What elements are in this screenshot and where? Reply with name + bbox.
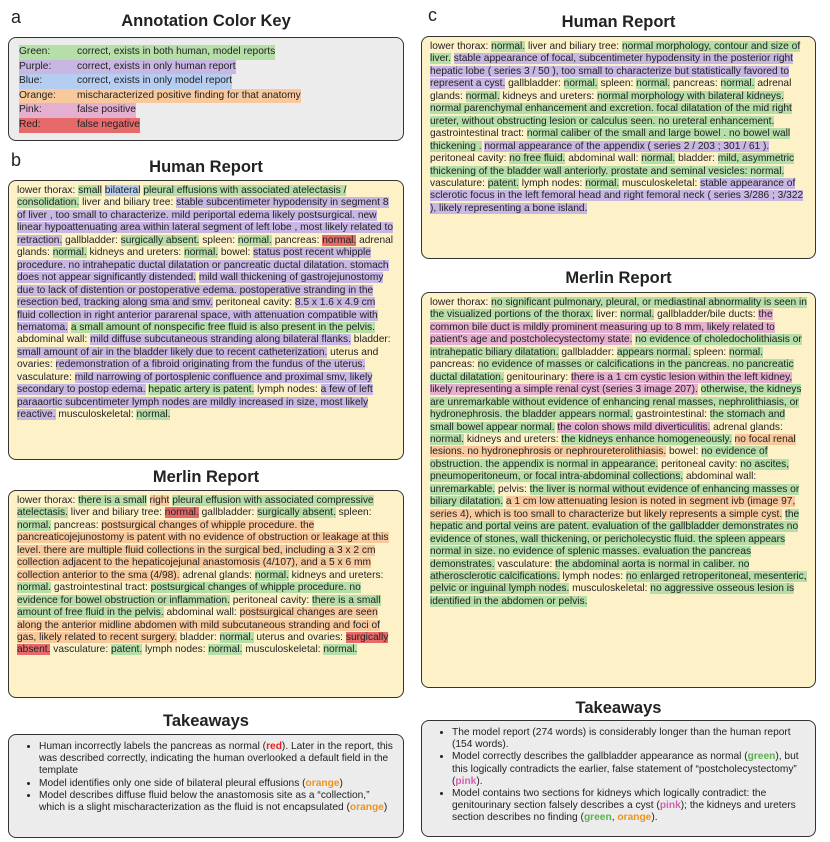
annotation-purple: a few of left paraaortic subcentimeter lymph nodes are mildly increased in size, most likely reactive.	[17, 384, 373, 421]
report-text: kidneys and ureters:	[463, 433, 562, 445]
report-text: spleen:	[199, 234, 238, 246]
report-text: gallbladder/bile ducts:	[654, 309, 759, 321]
report-text: )	[383, 802, 388, 814]
annotation-green: pleural effusions with associated atelectasis / consolidation.	[17, 185, 347, 209]
c-takeaways-title: Takeaways	[575, 699, 662, 717]
annotation-green: mild, asymmetric thickening of the bladder wall anteriorly. prostate and seminal vesicles: normal.	[430, 153, 795, 177]
c-takeaways-box	[421, 720, 816, 837]
report-text: liver:	[593, 309, 621, 321]
report-text: lymph nodes:	[142, 644, 209, 656]
report-text: vasculature:	[17, 371, 75, 383]
annotation-green: pleural effusion with associated compressive atelectasis.	[17, 495, 374, 519]
annotation-green: normal.	[254, 569, 289, 581]
annotation-green: no evidence of masses or calcifications in the pancreas. no pancreatic ductal dilatation.	[430, 359, 794, 383]
annotation-green: hepatic artery is patent.	[148, 384, 255, 396]
annotation-green: no evidence of choledocholithiasis or intrahepatic biliary dilatation.	[430, 334, 802, 358]
report-text: )	[339, 777, 343, 789]
panel-label-b: b	[11, 150, 22, 170]
color-key-swatch	[19, 118, 140, 133]
annotation-green: otherwise, the kidneys are unremarkable without evidence of enhancing renal masses, nephrolithiasis, or hydronephrosis. the bladder appears normal.	[430, 384, 802, 421]
annotation-green: appears normal.	[616, 346, 691, 358]
color-word-pink: pink	[659, 800, 681, 812]
b-merlin-report-title: Merlin Report	[152, 468, 260, 486]
color-word-orange: orange	[349, 802, 384, 814]
report-text: Model correctly describes the gallbladder appearance as normal (	[452, 751, 748, 763]
c-takeaways-list	[428, 727, 809, 825]
report-text: The model report (274 words) is considerably longer than the human report (154 words).	[452, 727, 791, 751]
color-key-title: Annotation Color Key	[121, 12, 291, 30]
annotation-green: normal.	[52, 247, 87, 259]
report-text: Human incorrectly labels the pancreas as normal (	[39, 741, 267, 752]
report-text: spleen:	[597, 78, 637, 90]
color-key-name: Blue:	[19, 75, 43, 87]
report-text: lower thorax:	[17, 495, 79, 506]
b-merlin-report-box	[8, 490, 404, 698]
annotation-green: normal caliber of the small and large bowel . no bowel wall thickening .	[430, 128, 791, 152]
annotation-purple: normal appearance of the appendix ( series 2 / 203 ; 301 / 61 ).	[484, 140, 770, 152]
annotation-orange: postsurgical changes of whipple procedure. the pancreaticojejunostomy is patent with no evidence of obstruction or leakage at this level. there are multiple fluid collections in the surgical bed, including a 3 x 2 cm collection adjacent to the hepaticojejunal anastomosis (4/107), and a 5 x 6 mm collection anterior to the sma (4/98).	[17, 519, 389, 581]
c-human-report-title: Human Report	[561, 13, 676, 31]
color-key-row	[19, 74, 393, 89]
annotation-purple: 8.5 x 1.6 x 4.9 cm fluid collection in right anterior pararenal space, with attenuation compatible with hematoma.	[17, 297, 378, 333]
annotation-green: there is a small	[78, 495, 147, 506]
b-human-report-text	[17, 185, 395, 422]
report-text: uterus and ovaries:	[17, 346, 379, 371]
report-text: bowel:	[218, 247, 254, 259]
annotation-orange: right	[149, 495, 170, 506]
color-key-name: Pink:	[19, 104, 42, 116]
b-takeaways-title: Takeaways	[163, 712, 249, 730]
report-text: pancreas:	[430, 359, 478, 371]
annotation-green: surgically absent.	[120, 234, 200, 246]
b-human-report-title: Human Report	[149, 158, 263, 176]
annotation-green: normal.	[323, 644, 358, 656]
color-key-swatch	[19, 60, 236, 75]
color-key-description: false negative	[77, 118, 140, 130]
report-text: spleen:	[690, 346, 730, 358]
annotation-green: normal morphology with bilateral kidneys. normal parenchymal enhancement and excretion. focal dilatation of the mid right ureter, without obstructing lesion or calculus seen. no ureteral enhancement.	[430, 90, 792, 127]
report-text: ).	[651, 812, 658, 824]
annotation-orange: no focal renal lesions. no hydronephrosis or nephroureterolithiasis.	[430, 433, 796, 458]
report-text: bladder:	[350, 334, 391, 346]
report-text: ,	[611, 812, 618, 824]
report-text: liver and biliary tree:	[525, 41, 622, 52]
report-text: ). Later in the report, this was described correctly, indicating the human overlooked a default field in the template	[39, 741, 393, 777]
report-text: uterus and ovaries:	[253, 631, 346, 643]
report-text: abdominal wall:	[163, 607, 240, 619]
report-text: adrenal glands:	[179, 569, 255, 581]
color-key-description: correct, exists in both human, model reports	[77, 46, 276, 57]
annotation-green: normal.	[491, 41, 526, 52]
report-text: gastrointestinal:	[632, 409, 710, 421]
annotation-green: normal morphology, contour and size of liver.	[430, 41, 801, 65]
report-text: lower thorax:	[17, 185, 79, 196]
report-text: lower thorax:	[430, 297, 492, 308]
annotation-pink: the colon shows mild diverticulitis.	[557, 421, 711, 433]
report-text: peritoneal cavity:	[658, 458, 741, 470]
annotation-green: surgically absent.	[257, 507, 336, 519]
annotation-purple: redemonstration of a fibroid originating from the fundus of the uterus.	[55, 359, 366, 371]
report-text: kidneys and ureters:	[86, 247, 185, 259]
report-text: vasculature:	[494, 558, 556, 570]
annotation-green: small	[78, 185, 102, 196]
color-key-rows	[19, 45, 393, 133]
report-text: peritoneal cavity:	[229, 594, 313, 606]
annotation-purple: small amount of air in the bladder likely due to recent catheterization.	[17, 346, 328, 358]
color-key-name: Red:	[19, 118, 41, 130]
report-text: musculoskeletal:	[55, 409, 137, 421]
annotation-green: normal.	[430, 433, 464, 445]
annotation-purple: stable appearance of focal, subcentimeter hypodensity in the posterior right hepatic lobe ( series 3 / 50 ), too small to characterize but statistically favored to represent a cyst.	[430, 53, 794, 90]
color-key-description: correct, exists in only human report	[77, 60, 236, 72]
report-text: gallbladder:	[505, 78, 564, 90]
annotation-green: there is a small amount of free fluid in the pelvis.	[17, 594, 381, 619]
report-text: adrenal glands:	[430, 78, 792, 102]
annotation-green: the hepatic and portal veins are patent. evaluation of the gallbladder demonstrates no evidence of stones, wall thickening, or pericholecystic fluid. the spleen appears normal in size. no evidence of splenic masses. evaluation the pancreas demonstrates.	[430, 508, 800, 570]
takeaway-item	[452, 751, 809, 788]
report-text: musculoskeletal:	[619, 177, 701, 189]
report-text: pancreas:	[670, 78, 721, 90]
annotation-green: no free fluid.	[509, 153, 566, 165]
annotation-green: no significant pulmonary, pleural, or mediastinal abnormality is seen in the visualized portions of the thorax.	[430, 297, 807, 321]
annotation-pink: the common bile duct is mildly prominent measuring up to 8 mm, likely related to patient's age and postcholecystectomy state.	[430, 309, 775, 346]
color-key-swatch	[19, 103, 136, 118]
report-text: genitourinary:	[503, 371, 572, 383]
annotation-purple: mild wall thickening of gastrojejunostomy due to lack of distention or postoperative edema. postoperative stranding in the resection bed, tracking along sma and smv.	[17, 272, 384, 309]
color-key-row	[19, 60, 393, 75]
takeaway-item	[452, 788, 809, 825]
annotation-green: no ascites, pneumoperitoneum, or focal intra-abdominal collections.	[430, 458, 790, 483]
annotation-purple: stable subcentimeter hypodensity in segment 8 of liver , too small to characterize. mild periportal edema likely postsurgical. new linear hypoattenuating area within lateral segment of left lobe , most likely related to retraction.	[17, 197, 394, 246]
annotation-green: no aggressive osseous lesion is identified in the abdomen or pelvis.	[430, 583, 795, 607]
color-word-green: green	[583, 812, 612, 824]
annotation-purple: mild narrowing of portosplenic confluence and proximal smv, likely secondary to postop edema.	[17, 371, 373, 396]
report-text: peritoneal cavity:	[430, 153, 510, 165]
c-human-report-box	[421, 36, 816, 259]
annotation-blue: bilateral	[104, 185, 141, 196]
color-word-orange: orange	[305, 777, 340, 789]
takeaway-item	[452, 727, 809, 751]
b-takeaways-list	[15, 741, 397, 814]
color-key-swatch	[19, 89, 301, 104]
report-text: pelvis:	[495, 483, 530, 495]
annotation-green: normal.	[720, 78, 755, 90]
takeaway-item	[39, 790, 397, 814]
report-text: pancreas:	[50, 519, 102, 531]
report-text: Model contains two sections for kidneys which logically contradict: the genitourinary section falsely describes a cyst (	[452, 788, 767, 812]
report-text: peritoneal cavity:	[212, 297, 295, 309]
color-word-green: green	[747, 751, 776, 763]
b-takeaways-box	[8, 734, 404, 838]
color-key-description: correct, exists in only model report	[77, 75, 233, 87]
report-text: Model identifies only one side of bilateral pleural effusions (	[39, 777, 306, 789]
takeaway-item	[39, 741, 397, 778]
c-human-report-text	[430, 41, 807, 215]
annotation-green: normal.	[563, 78, 598, 90]
b-merlin-report-text	[17, 495, 395, 657]
annotation-green: normal.	[585, 177, 620, 189]
report-text: vasculature:	[430, 177, 488, 189]
report-text: pancreas:	[271, 234, 323, 246]
report-text: musculoskeletal:	[242, 644, 324, 656]
annotation-green: normal.	[208, 644, 243, 656]
annotation-green: the liver is normal without evidence of enhancing masses or biliary dilatation.	[430, 483, 800, 508]
annotation-green: normal.	[17, 582, 51, 594]
annotation-green: normal.	[219, 631, 254, 643]
annotation-purple: stable appearance of sclerotic focus in the left femoral head and right femoral neck ( series 3/286 ; 3/322 ), likely representing a bone island.	[430, 177, 804, 214]
report-text: gallbladder:	[558, 346, 617, 358]
annotation-pink: there is a 1 cm cystic lesion within the left kidney, likely representing a simple renal cyst (series 3 image 207).	[430, 371, 793, 396]
annotation-orange: postsurgical changes are seen along the anterior midline abdomen with mild subcutaneous stranding and foci of gas, likely related to recent surgery.	[17, 607, 381, 643]
annotation-green: no evidence of obstruction. the appendix is normal in appearance.	[430, 446, 768, 470]
color-key-swatch	[19, 74, 232, 89]
report-text: gastrointestinal tract:	[50, 582, 151, 594]
annotation-green: normal.	[729, 346, 764, 358]
color-key-row	[19, 118, 393, 133]
annotation-green: the abdominal aorta is normal in caliber. no atherosclerotic calcifications.	[430, 558, 750, 582]
report-text: ); the kidneys and ureters section describes no finding (	[452, 800, 796, 824]
annotation-red: normal.	[164, 507, 199, 519]
annotation-red: surgically absent.	[17, 631, 389, 656]
color-key-row	[19, 89, 393, 104]
color-key-box	[8, 37, 404, 141]
report-text: bowel:	[666, 446, 702, 458]
annotation-green: normal.	[620, 309, 655, 321]
annotation-red: normal.	[322, 234, 357, 246]
annotation-green: the kidneys enhance homogeneously.	[561, 433, 732, 445]
takeaway-item	[39, 778, 397, 790]
report-text: adrenal glands:	[710, 421, 783, 433]
report-text: liver and biliary tree:	[79, 197, 177, 209]
annotation-green: normal.	[465, 90, 500, 102]
annotation-green: normal.	[17, 519, 51, 531]
annotation-green: unremarkable.	[430, 483, 496, 495]
report-text: kidneys and ureters:	[288, 569, 384, 581]
color-word-red: red	[266, 741, 282, 752]
color-word-orange: orange	[617, 812, 652, 824]
annotation-green: postsurgical changes of whipple procedure. no evidence for bowel obstruction or inflammation.	[17, 582, 361, 606]
annotation-orange: a 1 cm low attenuating lesion is noted in segment ivb (image 97, series 4), which is too small to characterize but likely represents a simple cyst.	[430, 496, 796, 520]
report-text: bladder:	[177, 631, 220, 643]
annotation-green: patent.	[111, 644, 143, 656]
report-text: gastrointestinal tract:	[430, 128, 527, 140]
annotation-green: a small amount of nonspecific free fluid is also present in the pelvis.	[70, 321, 375, 333]
color-key-name: Green:	[19, 46, 51, 57]
report-text: lower thorax:	[430, 41, 492, 52]
report-text: adrenal glands:	[17, 234, 394, 259]
c-merlin-report-text	[430, 297, 807, 608]
color-key-name: Orange:	[19, 89, 56, 101]
annotation-green: the stomach and small bowel appear normal.	[430, 409, 786, 433]
panel-label-a: a	[11, 7, 22, 27]
annotation-green: no enlarged retroperitoneal, mesenteric, pelvic or inguinal lymph nodes.	[430, 570, 807, 595]
report-text: vasculature:	[50, 644, 112, 656]
annotation-purple: status post recent whipple procedure. no intrahepatic ductal dilatation or pancreatic ductal dilatation. stomach does not appear significantly distended.	[17, 247, 389, 284]
annotation-purple: mild diffuse subcutaneous stranding along bilateral flanks.	[90, 334, 351, 346]
annotation-green: normal.	[641, 153, 676, 165]
annotation-green: normal.	[136, 409, 171, 421]
c-merlin-report-title: Merlin Report	[565, 269, 672, 287]
report-text: Model describes diffuse fluid below the anastomosis site as a “collection,” which is a slight mischaracterization as the fluid is not encapsulated (	[39, 789, 370, 814]
annotation-green: normal.	[184, 247, 219, 259]
report-text: gallbladder:	[198, 507, 258, 519]
color-key-name: Purple:	[19, 60, 52, 72]
report-text: lymph nodes:	[559, 570, 626, 582]
color-key-description: false positive	[77, 104, 136, 116]
panel-label-c: c	[428, 5, 437, 25]
report-text: lymph nodes:	[254, 384, 321, 396]
report-text: musculoskeletal:	[569, 583, 651, 595]
color-key-row	[19, 45, 393, 60]
report-text: abdominal wall:	[683, 471, 757, 483]
color-key-row	[19, 103, 393, 118]
report-text: lymph nodes:	[518, 177, 586, 189]
report-text: kidneys and ureters:	[499, 90, 598, 102]
report-text: ).	[476, 775, 483, 787]
c-merlin-report-box	[421, 292, 816, 688]
report-text: abdominal wall:	[565, 153, 642, 165]
color-word-pink: pink	[455, 775, 477, 787]
report-text: liver and biliary tree:	[67, 507, 165, 519]
annotation-green: normal.	[636, 78, 671, 90]
annotation-green: normal.	[237, 234, 272, 246]
report-text: gallbladder:	[62, 234, 121, 246]
report-text: abdominal wall:	[17, 334, 91, 346]
color-key-swatch	[19, 45, 275, 60]
report-text: bladder:	[675, 153, 718, 165]
annotation-green: patent.	[487, 177, 519, 189]
report-text: ), but this logically contradicts the earlier, false statement of “postcholecystectomy” (	[452, 751, 799, 787]
b-human-report-box	[8, 180, 404, 460]
report-text: spleen:	[335, 507, 372, 519]
color-key-description: mischaracterized positive finding for that anatomy	[77, 89, 301, 101]
